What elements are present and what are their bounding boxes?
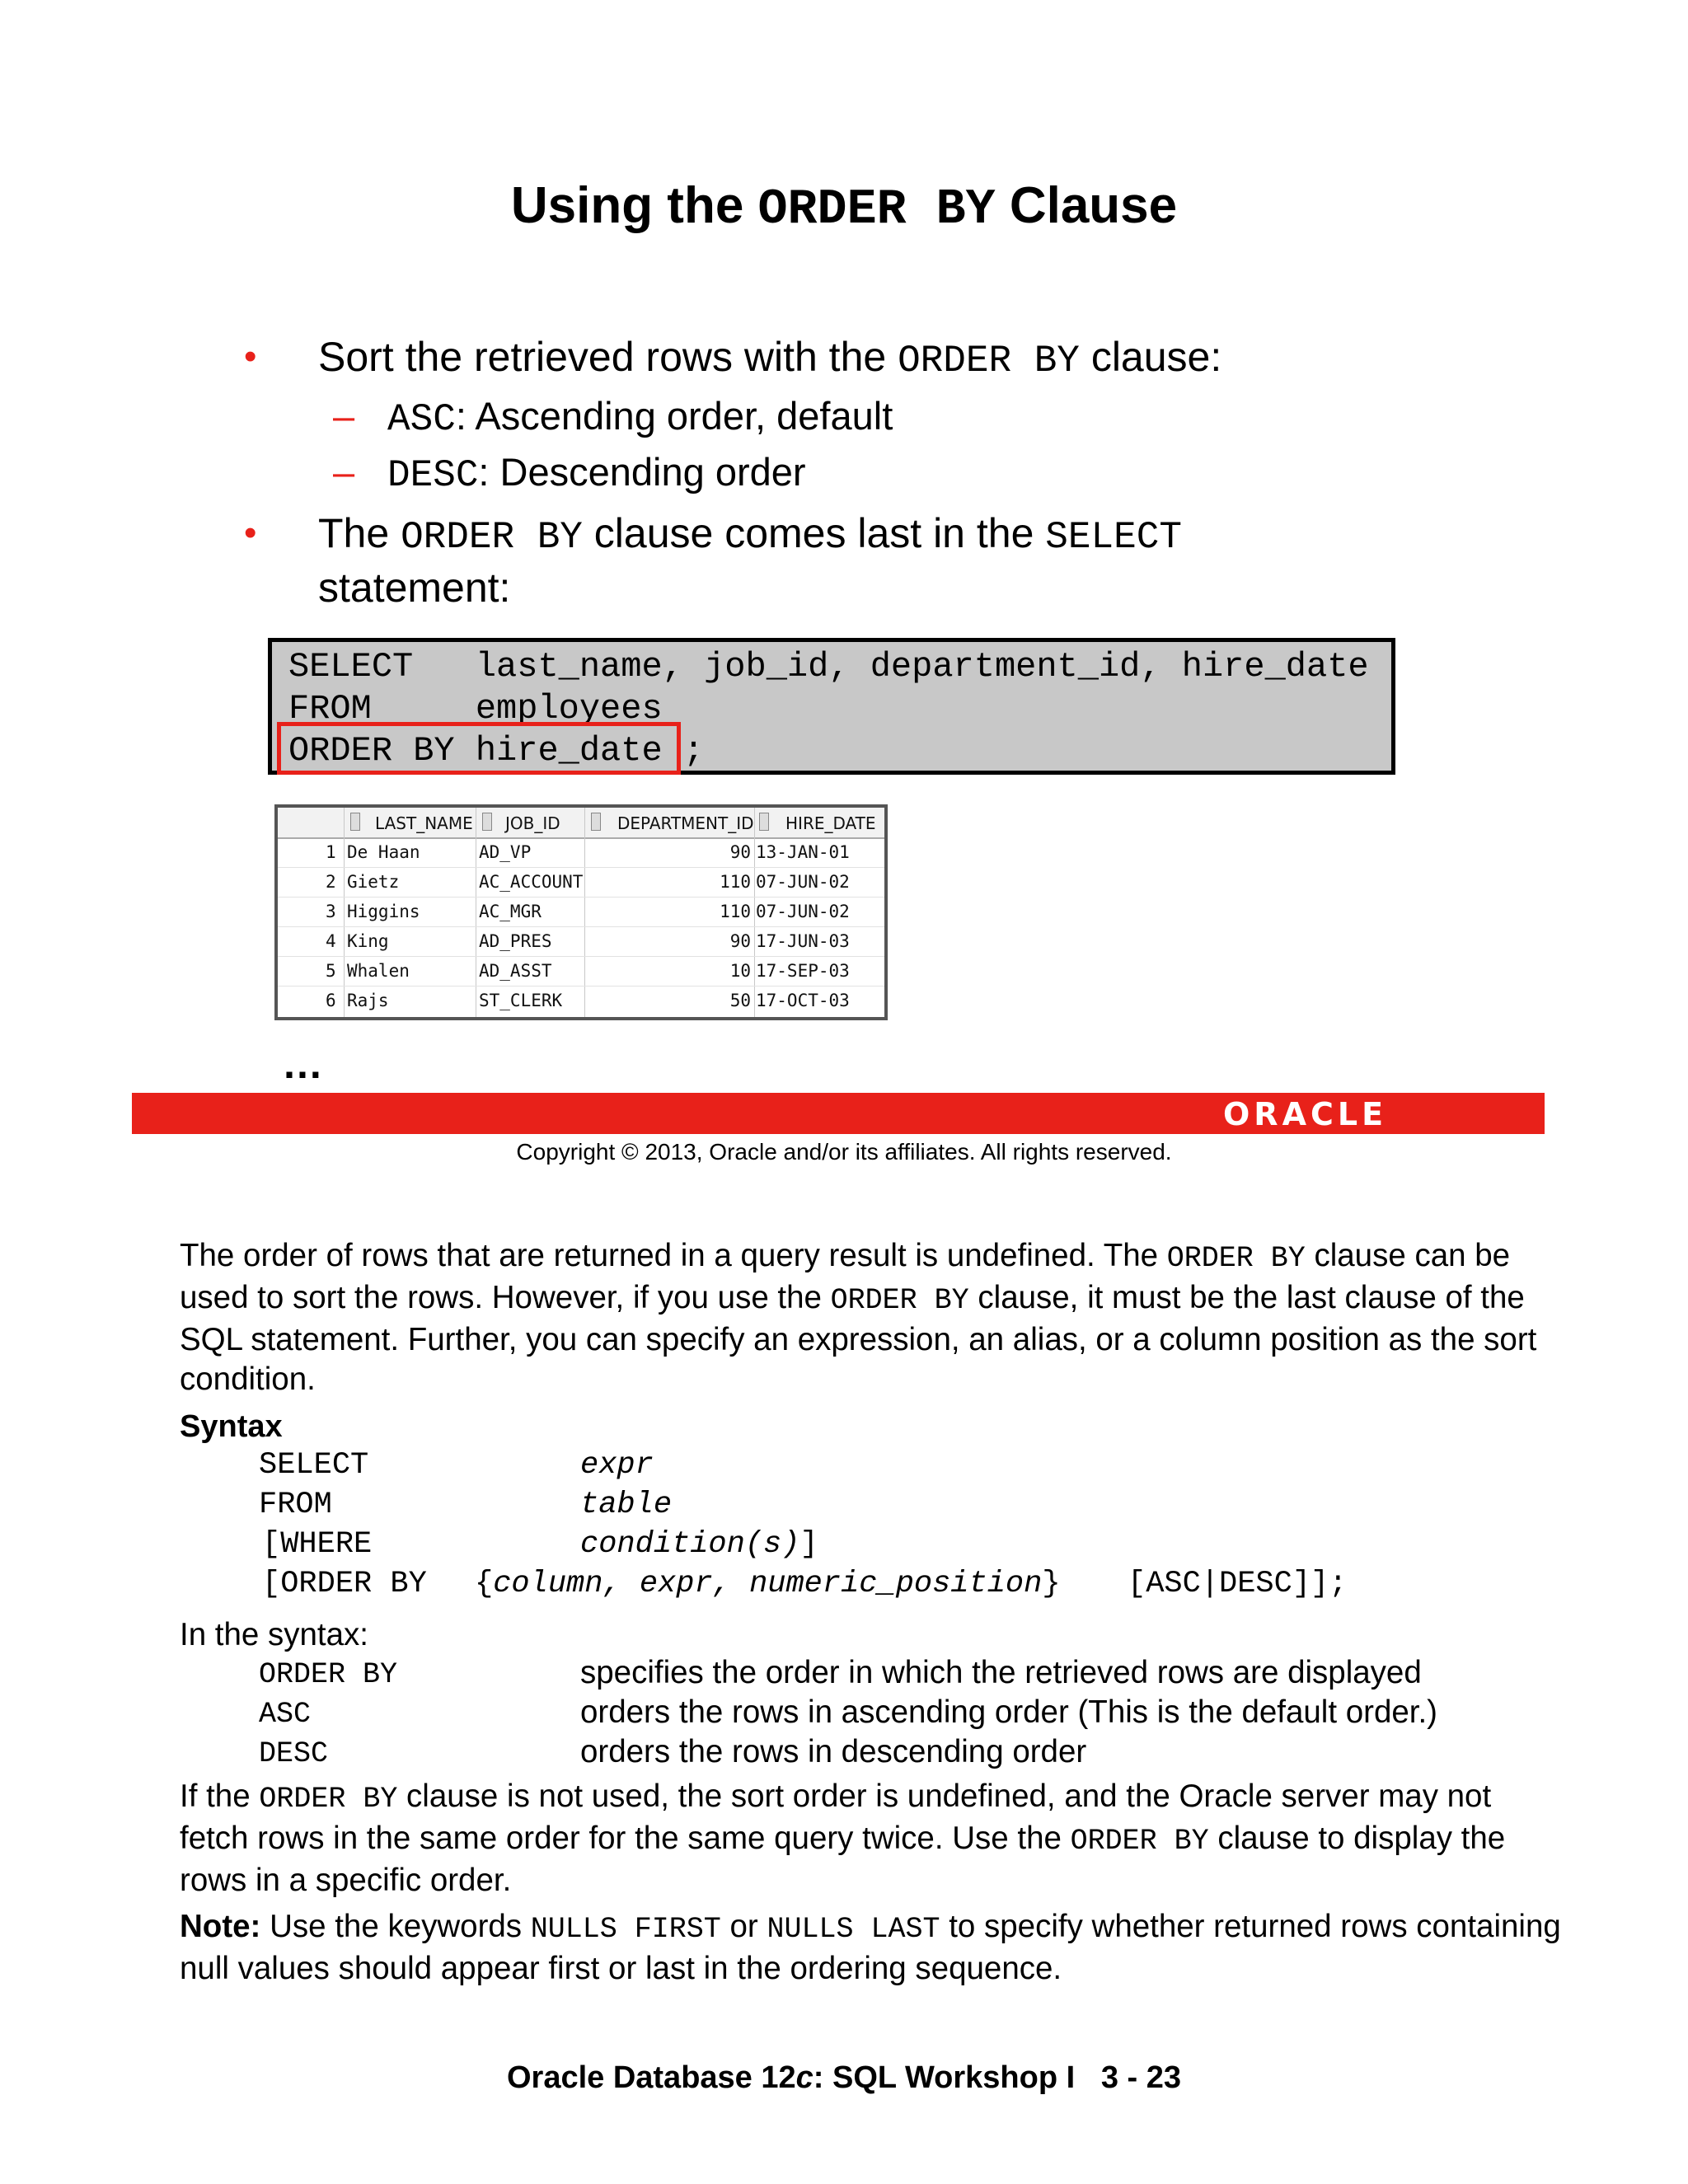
slide-title: Using the ORDER BY Clause <box>510 177 1178 238</box>
table-row[interactable]: 5 Whalen AD_ASST 10 17-SEP-03 <box>278 956 884 987</box>
dash-icon: – <box>333 394 355 438</box>
column-header[interactable]: HIRE_DATE <box>785 813 876 833</box>
sort-icon[interactable] <box>350 813 360 831</box>
query-result-grid <box>274 804 888 1020</box>
notes-paragraph-1: The order of rows that are returned in a query result is undefined. The ORDER BY clause can be used to sort the rows. However, if you use the ORDER BY clause, it must be the last clause of the SQL statement. Further, you can specify an expression, an alias, or a column position as the sort condition. <box>180 1238 1537 1397</box>
dash-icon: – <box>333 450 355 494</box>
in-the-syntax: In the syntax: <box>180 1617 368 1652</box>
sub-bullet-desc: – DESC: Descending order <box>333 450 806 497</box>
notes-note: Note: Use the keywords NULLS FIRST or NULLS LAST to specify whether returned rows containing null values should appear first or last in the ordering sequence. <box>180 1909 1561 1986</box>
oracle-logo: ORACLE <box>1223 1096 1388 1132</box>
syntax-options: [ASC|DESC]]; <box>1128 1567 1348 1601</box>
syntax-argument: {column, expr, numeric_position} <box>475 1567 1061 1601</box>
table-row[interactable]: 2 Gietz AC_ACCOUNT 110 07-JUN-02 <box>278 867 884 898</box>
ellipsis: … <box>282 1041 326 1087</box>
bullet-icon: • <box>244 513 257 553</box>
table-row[interactable]: 4 King AD_PRES 90 17-JUN-03 <box>278 926 884 957</box>
table-row[interactable]: 1 De Haan AD_VP 90 13-JAN-01 <box>278 837 884 868</box>
column-header[interactable]: LAST_NAME <box>375 813 473 833</box>
syntax-keyword: [ORDER BY <box>262 1567 427 1601</box>
syntax-keyword: [WHERE <box>262 1527 373 1562</box>
syntax-heading: Syntax <box>180 1409 283 1444</box>
column-header[interactable]: DEPARTMENT_ID <box>617 813 754 833</box>
code-line: FROM employees <box>288 689 663 729</box>
sort-icon[interactable] <box>759 813 769 831</box>
definition-text: orders the rows in descending order <box>580 1734 1087 1769</box>
bullet-icon: • <box>244 336 257 377</box>
grid-header <box>278 808 884 839</box>
code-line: SELECT last_name, job_id, department_id, hire_date <box>288 647 1369 687</box>
definition-text: specifies the order in which the retrieved rows are displayed <box>580 1655 1422 1690</box>
page-footer: Oracle Database 12c: SQL Workshop I 3 - 23 <box>506 2060 1182 2095</box>
table-row[interactable]: 3 Higgins AC_MGR 110 07-JUN-02 <box>278 897 884 927</box>
definition-text: orders the rows in ascending order (This is the default order.) <box>580 1694 1438 1730</box>
syntax-argument: table <box>580 1488 673 1522</box>
column-header[interactable]: JOB_ID <box>505 813 560 833</box>
sub-bullet-asc: – ASC: Ascending order, default <box>333 394 893 441</box>
definition-term: DESC <box>259 1737 329 1770</box>
definition-term: ASC <box>259 1698 312 1731</box>
sort-icon[interactable] <box>482 813 492 831</box>
table-row[interactable]: 6 Rajs ST_CLERK 50 17-OCT-03 <box>326 991 850 1010</box>
syntax-argument: expr <box>580 1448 654 1483</box>
notes-paragraph-2: If the ORDER BY clause is not used, the sort order is undefined, and the Oracle server may not fetch rows in the same order for the same query twice. Use the ORDER BY clause to display the rows in a specific order. <box>180 1779 1506 1898</box>
syntax-keyword: FROM <box>259 1488 332 1522</box>
syntax-argument: condition(s)] <box>580 1527 818 1562</box>
code-line: ORDER BY hire_date ; <box>288 731 705 771</box>
definition-term: ORDER BY <box>259 1658 398 1691</box>
copyright: Copyright © 2013, Oracle and/or its affiliates. All rights reserved. <box>516 1139 1172 1165</box>
order-by-highlight <box>277 722 681 775</box>
sort-icon[interactable] <box>591 813 601 831</box>
syntax-keyword: SELECT <box>259 1448 369 1483</box>
